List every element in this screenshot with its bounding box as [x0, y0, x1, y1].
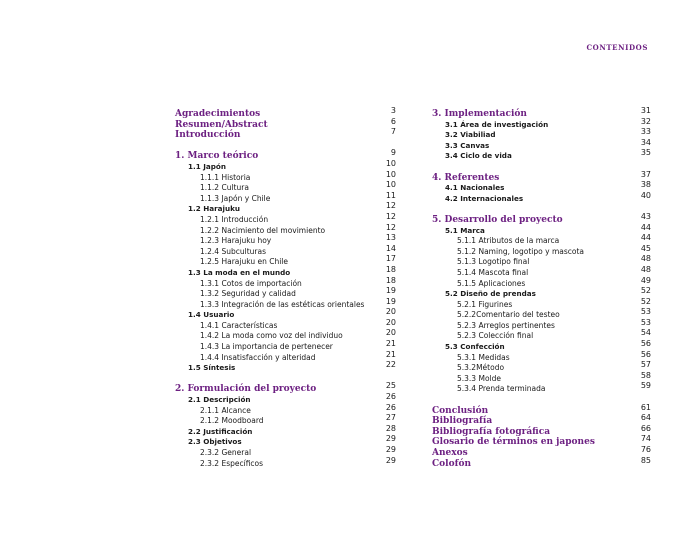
toc-subsection-entry[interactable] [175, 191, 396, 202]
toc-entry-title: 5.3.4 Prenda terminada [457, 384, 546, 394]
toc-section-entry[interactable] [432, 180, 651, 191]
toc-entry-title: 1.4.2 La moda como voz del individuo [200, 331, 343, 341]
toc-subsection-entry[interactable] [432, 244, 651, 255]
toc-entry-page: 12 [385, 201, 396, 211]
toc-entry-title: Colofón [432, 458, 472, 469]
toc-entry-title: 2.3 Objetivos [188, 437, 242, 447]
toc-entry-title: 5.2.3 Colección final [457, 331, 534, 341]
toc-entry-page: 66 [640, 423, 651, 433]
toc-entry-title: Glosario de términos en japones [432, 437, 595, 448]
toc-chapter-entry[interactable] [175, 381, 396, 395]
toc-entry-page: 11 [385, 190, 396, 200]
toc-subsection-entry[interactable] [175, 233, 396, 244]
toc-chapter-entry[interactable] [175, 106, 396, 117]
toc-chapter-entry[interactable] [432, 170, 651, 181]
toc-section-entry[interactable] [175, 424, 396, 435]
toc-entry-title: 2.3.2 Específicos [200, 458, 264, 468]
toc-subsection-entry[interactable] [432, 381, 651, 392]
toc-entry-title: 4.2 Internacionales [445, 193, 524, 203]
toc-entry-page: 52 [640, 286, 651, 296]
toc-entry-title: 1.2.3 Harajuku hoy [200, 236, 272, 246]
toc-subsection-entry[interactable] [432, 276, 651, 287]
toc-entry-title: 5.2.1 Figurines [457, 299, 513, 309]
toc-entry-page: 21 [385, 339, 396, 349]
toc-entry-title: Conclusión [432, 405, 489, 416]
toc-subsection-entry[interactable] [432, 254, 651, 265]
toc-entry-page: 17 [385, 254, 396, 264]
toc-section-entry[interactable] [432, 138, 651, 149]
toc-entry-page: 20 [385, 317, 396, 327]
toc-entry-page: 44 [640, 222, 651, 232]
toc-chapter-entry[interactable] [432, 424, 651, 435]
toc-entry-page: 7 [390, 127, 396, 137]
toc-entry-title: Anexos [432, 448, 468, 458]
toc-entry-page: 49 [640, 275, 651, 285]
toc-subsection-entry[interactable] [175, 339, 396, 350]
toc-entry-page: 35 [640, 148, 651, 158]
toc-section-entry[interactable] [175, 307, 396, 318]
toc-subsection-entry[interactable] [175, 318, 396, 329]
page-header: CONTENIDOS [586, 43, 648, 52]
toc-entry-page: 37 [640, 169, 651, 179]
toc-entry-title: 2.3.2 General [200, 448, 252, 457]
toc-subsection-entry[interactable] [175, 403, 396, 414]
toc-spacer [432, 392, 651, 403]
toc-entry-title: 4.1 Nacionales [445, 183, 505, 193]
toc-entry-title: 3.2 Viabiliad [445, 130, 496, 140]
toc-entry-page: 38 [640, 180, 651, 190]
toc-entry-title: 5.1.5 Aplicaciones [457, 278, 526, 288]
toc-entry-title: 1.2.2 Nacimiento del movimiento [200, 225, 326, 235]
toc-subsection-entry[interactable] [432, 307, 651, 318]
toc-entry-page: 21 [385, 349, 396, 359]
toc-subsection-entry[interactable] [432, 265, 651, 276]
toc-entry-page: 76 [640, 445, 651, 454]
toc-spacer [432, 159, 651, 170]
toc-entry-title: 5.1.4 Mascota final [457, 267, 529, 277]
toc-entry-title: 1.2.1 Introducción [200, 214, 269, 224]
toc-entry-page: 10 [385, 169, 396, 179]
toc-entry-page: 57 [640, 360, 651, 370]
toc-chapter-entry[interactable] [175, 117, 396, 128]
toc-subsection-entry[interactable] [432, 328, 651, 339]
toc-section-entry[interactable] [432, 191, 651, 202]
toc-entry-title: 5.1.2 Naming, logotipo y mascota [457, 246, 585, 256]
toc-entry-page: 44 [640, 233, 651, 243]
toc-entry-page: 25 [385, 381, 396, 391]
toc-entry-page: 59 [640, 381, 651, 391]
toc-section-entry[interactable] [432, 223, 651, 234]
toc-entry-page: 28 [385, 423, 396, 433]
toc-entry-title: 2.1.1 Alcance [200, 405, 251, 415]
toc-entry-title: 5.1.1 Atributos de la marca [457, 236, 560, 246]
toc-entry-title: 1.4 Usuario [188, 310, 235, 320]
toc-entry-page: 29 [385, 455, 396, 465]
toc-entry-page: 18 [385, 275, 396, 285]
toc-section-entry[interactable] [175, 360, 396, 371]
toc-subsection-entry[interactable] [175, 456, 396, 467]
toc-entry-page: 26 [385, 392, 396, 402]
toc-right-column [432, 106, 651, 469]
toc-entry-title: 3.3 Canvas [445, 140, 490, 150]
toc-entry-page: 9 [390, 148, 396, 158]
toc-subsection-entry[interactable] [175, 254, 396, 265]
toc-entry-page: 43 [640, 211, 651, 221]
toc-entry-page: 61 [640, 402, 651, 412]
toc-entry-title: 2.1.2 Moodboard [200, 416, 264, 426]
toc-section-entry[interactable] [175, 434, 396, 445]
toc-entry-page: 27 [385, 413, 396, 423]
toc-subsection-entry[interactable] [175, 413, 396, 424]
toc-entry-title: 1.1.2 Cultura [200, 183, 249, 193]
toc-entry-title: 1.3.1 Cotos de importación [200, 278, 302, 288]
toc-entry-title: 1.1 Japón [188, 161, 226, 171]
toc-entry-page: 33 [640, 127, 651, 137]
toc-subsection-entry[interactable] [432, 371, 651, 382]
toc-subsection-entry[interactable] [175, 212, 396, 223]
toc-entry-page: 19 [385, 296, 396, 306]
toc-entry-title: 5.3.2Método [457, 363, 505, 373]
toc-entry-page: 10 [385, 158, 396, 168]
toc-entry-title: 1.4.4 Insatisfacción y alteridad [200, 352, 316, 362]
toc-entry-title: 5.2.2Comentario del testeo [457, 310, 560, 320]
toc-entry-page: 53 [640, 317, 651, 327]
toc-entry-page: 52 [640, 296, 651, 306]
toc-entry-title: 1.3 La moda en el mundo [188, 267, 291, 277]
toc-entry-title: 2.1 Descripción [188, 395, 251, 405]
toc-left-column [175, 106, 396, 466]
toc-subsection-entry[interactable] [432, 350, 651, 361]
toc-entry-title: 1.2.5 Harajuku en Chile [200, 257, 288, 267]
toc-spacer [175, 138, 396, 149]
toc-chapter-entry[interactable] [432, 434, 651, 448]
toc-entry-title: 1.1.3 Japón y Chile [200, 193, 271, 203]
toc-entry-page: 12 [385, 222, 396, 232]
toc-chapter-entry[interactable] [432, 445, 651, 456]
toc-entry-title: 5.2 Diseño de prendas [445, 289, 536, 299]
toc-entry-title: 4. Referentes [432, 172, 500, 183]
toc-subsection-entry[interactable] [432, 233, 651, 244]
toc-entry-page: 29 [385, 445, 396, 454]
toc-entry-page: 32 [640, 116, 651, 126]
toc-entry-title: 5.2.3 Arreglos pertinentes [457, 320, 555, 330]
toc-entry-title: 1.5 Síntesis [188, 363, 236, 373]
toc-subsection-entry[interactable] [432, 360, 651, 371]
toc-entry-title: 1.1.1 Historia [200, 172, 251, 182]
toc-entry-page: 13 [385, 233, 396, 243]
toc-entry-page: 64 [640, 413, 651, 423]
toc-entry-page: 54 [640, 328, 651, 338]
toc-entry-title: 3. Implementación [432, 109, 527, 119]
toc-entry-page: 48 [640, 254, 651, 264]
toc-entry-page: 26 [385, 402, 396, 412]
toc-entry-page: 22 [385, 360, 396, 370]
toc-subsection-entry[interactable] [175, 445, 396, 456]
toc-subsection-entry[interactable] [175, 297, 396, 308]
toc-entry-page: 10 [385, 180, 396, 190]
toc-section-entry[interactable] [175, 392, 396, 403]
toc-entry-page: 40 [640, 190, 651, 200]
toc-subsection-entry[interactable] [175, 286, 396, 297]
toc-section-entry[interactable] [432, 127, 651, 138]
toc-entry-title: 1. Marco teórico [175, 151, 259, 162]
toc-entry-page: 85 [640, 455, 651, 465]
toc-entry-page: 20 [385, 328, 396, 338]
toc-chapter-entry[interactable] [175, 127, 396, 141]
toc-entry-page: 3 [390, 106, 396, 115]
toc-entry-page: 12 [385, 211, 396, 221]
toc-chapter-entry[interactable] [432, 106, 651, 117]
toc-entry-title: 5.1 Marca [445, 225, 485, 235]
toc-section-entry[interactable] [175, 159, 396, 170]
toc-subsection-entry[interactable] [175, 276, 396, 287]
toc-entry-title: 2. Formulación del proyecto [175, 384, 317, 395]
toc-section-entry[interactable] [432, 148, 651, 159]
toc-entry-title: Agradecimientos [175, 109, 261, 119]
toc-entry-page: 20 [385, 307, 396, 317]
toc-subsection-entry[interactable] [175, 180, 396, 191]
toc-section-entry[interactable] [432, 117, 651, 128]
toc-chapter-entry[interactable] [432, 456, 651, 467]
toc-spacer [175, 371, 396, 382]
toc-entry-title: 1.4.3 La importancia de pertenecer [200, 342, 333, 352]
toc-subsection-entry[interactable] [175, 350, 396, 361]
toc-entry-title: 1.3.3 Integración de las estéticas orientales [200, 299, 365, 309]
toc-entry-title: 5.3.3 Molde [457, 373, 501, 383]
toc-entry-title: 5. Desarrollo del proyecto [432, 214, 563, 225]
toc-entry-page: 56 [640, 339, 651, 349]
toc-chapter-entry[interactable] [175, 148, 396, 162]
toc-subsection-entry[interactable] [432, 297, 651, 308]
toc-section-entry[interactable] [175, 265, 396, 276]
toc-entry-title: 1.2 Harajuku [188, 204, 240, 214]
toc-entry-title: 3.1 Área de investigación [445, 119, 549, 129]
toc-entry-title: 5.3 Confección [445, 342, 505, 352]
toc-subsection-entry[interactable] [432, 318, 651, 329]
toc-entry-title: Resumen/Abstract [175, 119, 268, 130]
toc-entry-title: 2.2 Justificación [188, 426, 253, 436]
toc-entry-title: Introducción [175, 130, 241, 141]
toc-entry-page: 74 [640, 434, 651, 444]
toc-entry-title: 3.4 Ciclo de vida [445, 151, 512, 161]
toc-entry-page: 48 [640, 264, 651, 274]
toc-chapter-entry[interactable] [432, 413, 651, 427]
toc-entry-page: 53 [640, 307, 651, 317]
toc-entry-page: 6 [390, 116, 396, 126]
toc-section-entry[interactable] [175, 201, 396, 212]
toc-entry-title: 1.2.4 Subculturas [200, 246, 266, 256]
toc-chapter-entry[interactable] [432, 403, 651, 414]
toc-subsection-entry[interactable] [175, 328, 396, 339]
toc-entry-page: 14 [385, 243, 396, 253]
toc-chapter-entry[interactable] [432, 212, 651, 223]
toc-entry-page: 58 [640, 370, 651, 380]
toc-section-entry[interactable] [432, 286, 651, 297]
toc-subsection-entry[interactable] [175, 223, 396, 234]
toc-entry-page: 31 [640, 106, 651, 115]
toc-entry-page: 18 [385, 264, 396, 274]
toc-entry-title: 5.3.1 Medidas [457, 352, 510, 362]
toc-entry-title: Bibliografía [432, 416, 493, 427]
toc-entry-page: 45 [640, 243, 651, 253]
toc-entry-page: 19 [385, 286, 396, 296]
toc-entry-title: 1.3.2 Seguridad y calidad [200, 289, 296, 299]
toc-entry-title: 1.4.1 Características [200, 320, 278, 330]
toc-entry-page: 56 [640, 349, 651, 359]
toc-entry-page: 29 [385, 434, 396, 444]
toc-entry-title: Bibliografía fotográfica [432, 426, 551, 437]
toc-section-entry[interactable] [432, 339, 651, 350]
toc-subsection-entry[interactable] [175, 244, 396, 255]
toc-spacer [432, 201, 651, 212]
toc-entry-title: 5.1.3 Logotipo final [457, 257, 530, 267]
toc-entry-page: 34 [640, 137, 651, 147]
toc-subsection-entry[interactable] [175, 170, 396, 181]
